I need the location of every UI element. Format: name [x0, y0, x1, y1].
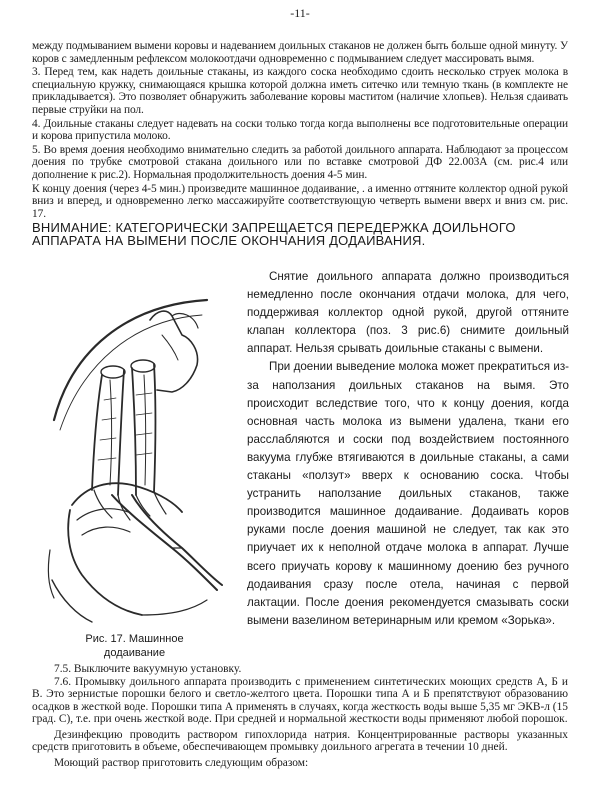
- paragraph-machine-stripping: К концу доения (через 4-5 мин.) произведите машинное додаивание, . а именно оттяните коллектор одной рукой вниз и вперед, и одновременно легко массажируйте соответствующую четверть вымени вверх и вниз см. рис. 17.: [32, 182, 568, 220]
- paragraph-step-7-5: 7.5. Выключите вакуумную установку.: [54, 663, 242, 675]
- paragraph-step-4: 4. Доильные стаканы следует надевать на соски только тогда когда выполнены все подготовительные операции и корова припустила молоко.: [32, 117, 568, 143]
- figure-caption-line-1: Рис. 17. Машинное: [85, 633, 184, 645]
- warning-notice: ВНИМАНИЕ: КАТЕГОРИЧЕСКИ ЗАПРЕЩАЕТСЯ ПЕРЕДЕРЖКА ДОИЛЬНОГО АППАРАТА НА ВЫМЕНИ ПОСЛЕ ОКОНЧАНИЯ ДОДАИВАНИЯ.: [32, 220, 516, 249]
- paragraph-removal: Снятие доильного аппарата должно производиться немедленно после окончания отдачи молока, для чего, поддерживая коллектор одной рукой, другой оттяните клапан коллектора (поз. 3 рис.6) снимите доильный аппарат. Нельзя срывать доильные стаканы с вымени.: [247, 270, 569, 356]
- paragraph-step-7-6: 7.6. Промывку доильного аппарата производить с применением синтетических моющих средств А, Б и В. Это зернистые порошки белого и светло-желтого цвета. Порошки типа А и Б препятствуют образованию осадков в жесткой воде. Порошки типа А применять в случаях, когда жесткость воды выше 5,35 мг ЭКВ-л (15 град. С), т.е. при очень жесткой воде. При средней и нормальной жесткости воды применяют любой порошок.: [32, 675, 568, 725]
- paragraph-cup-crawling: При доении выведение молока может прекратиться из-за наползания доильных стаканов на вымя. Это происходит вследствие того, что к концу доения, когда основная часть молока из вымени удалена, ткани его расслабляются и соски под воздействием постоянного вакуума глубже втягиваются в доильные стаканы, а сами стаканы «ползут» вверх к основанию соска. Чтобы устранить наползание доильных стаканов, также производится машинное додаивание. Додаивать коров руками после доения машиной не следует, так как это приучает их к неполной отдаче молока в аппарат. Лучше всего приучать корову к машинному доению без ручного додаивания сразу после отела, начиная с первой лактации. После доения рекомендуется смазывать соски вымени вазелином ветеринарным или кремом «Зорька».: [247, 360, 569, 627]
- paragraph-step-3: 3. Перед тем, как надеть доильные стаканы, из каждого соска необходимо сдоить несколько струек молока в специальную кружку, снимающаяся крышка которой должна иметь ситечко или темную ткань (в комплекте не прикладывается). Это позволяет обнаружить заболевание коровы маститом (наличие хлопьев). Нельзя сдаивать первые струйки на пол.: [32, 66, 568, 116]
- machine-stripping-illustration: [32, 280, 232, 625]
- instructions-bottom: [32, 663, 568, 769]
- paragraph-step-5: 5. Во время доения необходимо внимательно следить за работой доильного аппарата. Наблюдают за процессом доения по трубке смотровой стакана доильного или по вставке смотровой ДФ 22.003А (см. рис.4 или дополнение к рис.2). Нормальная продолжительность доения 4-5 мин.: [32, 143, 568, 181]
- paragraph-disinfection: Дезинфекцию проводить раствором гипохлорида натрия. Концентрированные растворы указанных средств приготовить в объеме, обеспечивающем промывку доильного агрегата в течении 10 дней.: [32, 728, 568, 753]
- paragraph-continuation: между подмыванием вымени коровы и надеванием доильных стаканов не должен быть больше одной минуту. У коров с замедленным рефлексом молокоотдачи одновременно с подмыванием следует массировать вымя.: [32, 40, 568, 65]
- figure-caption-line-2: додаивание: [103, 647, 166, 659]
- paragraph-washing-solution: Моющий раствор приготовить следующим образом:: [54, 756, 309, 769]
- instructions-top: [32, 40, 568, 247]
- instructions-right-column: [247, 268, 569, 630]
- figure-caption: [32, 632, 237, 660]
- figure-machine-stripping: [32, 280, 232, 625]
- page-number: -11-: [290, 6, 310, 20]
